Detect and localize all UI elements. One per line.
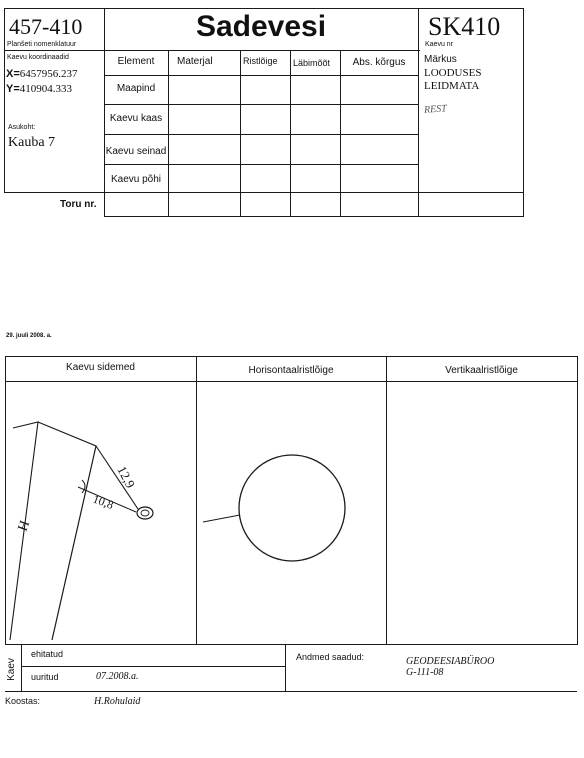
well-id-caption: Kaevu nr xyxy=(425,41,454,48)
row-label-ground: Maapind xyxy=(116,83,156,94)
section-title-links: Kaevu sidemed xyxy=(66,362,135,373)
remarks-line-2: LEIDMATA xyxy=(424,80,480,92)
col-header-cross-section: Ristlõige xyxy=(243,56,278,66)
remarks-label: Märkus xyxy=(424,54,457,65)
date-line: 29. juuli 2008. a. xyxy=(6,333,52,339)
col-header-material: Materjal xyxy=(177,56,213,67)
col-header-element: Element xyxy=(117,56,155,67)
surveyed-label: uuritud xyxy=(31,672,59,682)
horizontal-section-circle xyxy=(239,455,345,561)
row-label-walls: Kaevu seinad xyxy=(105,146,167,157)
location-label: Asukoht: xyxy=(8,124,36,131)
coord-x-label: X= xyxy=(6,68,20,80)
col-header-diameter: Läbimõõt xyxy=(293,58,331,68)
sketch-dim-b: 10,8 xyxy=(90,491,116,513)
compiled-label: Koostas: xyxy=(5,696,41,706)
remarks-stamp: REST xyxy=(423,103,448,116)
built-label: ehitatud xyxy=(31,649,64,659)
data-from-label: Andmed saadud: xyxy=(296,652,365,662)
coord-y-label: Y= xyxy=(6,83,20,95)
sketch-mark: H xyxy=(15,518,34,534)
footer-side-label: Kaev xyxy=(5,658,17,681)
pipe-number-label: Toru nr. xyxy=(60,199,97,210)
sketch-dim-a: 12,9 xyxy=(114,463,139,491)
surveyed-value: 07.2008.a. xyxy=(96,671,139,682)
section-title-horizontal: Horisontaalristlõige xyxy=(248,365,334,376)
data-from-org: GEODEESIABÜROO xyxy=(406,656,495,667)
row-label-lid: Kaevu kaas xyxy=(109,113,163,124)
coords-label: Kaevu koordinaadid xyxy=(7,54,69,61)
map-number-caption: Planšeti nomenklatuur xyxy=(7,41,77,48)
remarks-line-1: LOODUSES xyxy=(424,67,482,79)
location-value: Kauba 7 xyxy=(8,135,56,150)
coord-x-value: 6457956.237 xyxy=(19,68,78,80)
well-symbol xyxy=(137,507,153,519)
row-label-bottom: Kaevu põhi xyxy=(110,174,162,185)
compiled-value: H.Rohulaid xyxy=(94,696,141,707)
map-number: 457-410 xyxy=(9,14,83,39)
data-from-code: G-111-08 xyxy=(406,667,444,678)
form-title: Sadevesi xyxy=(195,10,327,43)
horizontal-section-pipe xyxy=(203,515,240,522)
col-header-abs-height: Abs. kõrgus xyxy=(352,57,406,68)
coord-y-value: 410904.333 xyxy=(19,83,73,95)
well-id: SK410 xyxy=(428,12,501,41)
section-title-vertical: Vertikaalristlõige xyxy=(445,365,518,376)
